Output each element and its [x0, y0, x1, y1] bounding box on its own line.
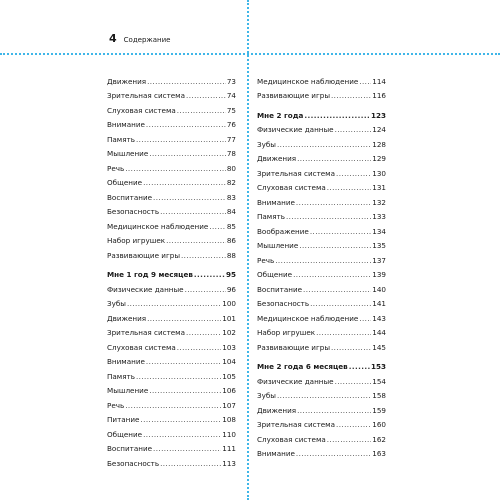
toc-entry-page: 85: [226, 221, 236, 231]
dot-leader: [316, 329, 371, 337]
dot-leader: [303, 286, 371, 294]
toc-entry-title: Мне 2 года 6 месяцев: [257, 362, 348, 371]
toc-entry-title: Зубы: [107, 299, 126, 308]
toc-entry-page: 144: [372, 328, 386, 337]
toc-entry[interactable]: [107, 323, 236, 338]
toc-entry-page: 95: [225, 270, 236, 279]
toc-entry-title: Мне 1 год 9 месяцев: [107, 270, 193, 279]
dot-leader: [149, 150, 226, 158]
toc-entry-page: 162: [372, 434, 386, 444]
dot-leader: [181, 252, 226, 260]
dot-leader: [143, 431, 221, 439]
toc-entry-page: 82: [226, 178, 236, 187]
toc-entry-title: Развивающие игры: [107, 250, 180, 260]
dot-leader: [136, 136, 226, 144]
toc-entry-title: Мышление: [107, 149, 149, 158]
toc-entry-title: Внимание: [257, 449, 295, 458]
toc-entry-title: Слуховая система: [107, 342, 176, 352]
toc-entry-title: Память: [257, 212, 285, 221]
dot-leader: [143, 179, 226, 187]
dot-leader: [297, 155, 371, 163]
toc-entry[interactable]: [107, 202, 236, 217]
toc-section-heading[interactable]: [257, 105, 386, 120]
toc-entry-title: Физические данные: [257, 376, 334, 386]
dot-leader: [335, 126, 372, 134]
toc-entry-title: Движения: [257, 154, 297, 163]
dot-leader: [327, 184, 372, 192]
dot-leader: [186, 329, 221, 337]
dot-leader: [286, 213, 371, 221]
toc-entry[interactable]: [257, 163, 386, 178]
toc-entry-page: 143: [372, 313, 386, 323]
toc-entry-title: Набор игрушек: [107, 236, 166, 245]
toc-entry[interactable]: [257, 444, 386, 459]
toc-entry-page: 135: [372, 241, 386, 250]
toc-entry-title: Безопасность: [107, 458, 160, 468]
dot-leader: [147, 315, 221, 323]
toc-entry-title: Внимание: [257, 197, 295, 207]
toc-entry-page: 124: [372, 125, 386, 134]
toc-entry[interactable]: [257, 178, 386, 193]
toc-entry-page: 105: [222, 371, 236, 381]
toc-entry-title: Физические данные: [107, 284, 184, 294]
dot-leader: [146, 121, 226, 129]
toc-entry[interactable]: [107, 129, 236, 144]
toc-entry[interactable]: [107, 424, 236, 439]
dot-leader: [209, 223, 226, 231]
dot-leader: [310, 300, 371, 308]
running-head: [109, 32, 170, 45]
toc-entry[interactable]: [107, 144, 236, 159]
toc-entry-page: 128: [372, 139, 386, 149]
toc-entry-page: 103: [222, 342, 236, 352]
dot-leader: [293, 271, 371, 279]
toc-entry-title: Слуховая система: [257, 434, 326, 444]
toc-entry-title: Развивающие игры: [257, 91, 330, 100]
dot-leader: [177, 107, 226, 115]
toc-entry-title: Зрительная система: [107, 91, 186, 100]
dot-leader: [140, 416, 221, 424]
toc-entry[interactable]: [257, 279, 386, 294]
toc-entry-page: 153: [370, 362, 386, 371]
dot-leader: [349, 363, 370, 371]
dot-leader: [335, 378, 372, 386]
toc-entry-title: Зубы: [257, 391, 276, 400]
toc-entry-page: 96: [226, 284, 236, 294]
toc-entry-page: 141: [372, 299, 386, 308]
toc-entry-page: 73: [226, 76, 236, 86]
toc-entry-title: Мне 2 года: [257, 110, 304, 120]
toc-entry-title: Медицинское наблюдение: [257, 313, 359, 323]
toc-entry-page: 134: [372, 226, 386, 236]
dot-leader: [331, 92, 371, 100]
dot-leader: [160, 208, 226, 216]
toc-entry[interactable]: [107, 381, 236, 396]
fold-guide-horizontal: [0, 53, 500, 55]
toc-entry[interactable]: [257, 308, 386, 323]
toc-entry-page: 159: [372, 405, 386, 415]
toc-entry-title: Общение: [107, 178, 143, 187]
toc-entry-title: Питание: [107, 415, 140, 424]
toc-entry-page: 88: [226, 250, 236, 260]
toc-entry[interactable]: [107, 187, 236, 202]
toc-entry-page: 145: [372, 342, 386, 352]
toc-entry-title: Воображение: [257, 226, 309, 236]
toc-entry-title: Движения: [257, 405, 297, 415]
toc-entry[interactable]: [257, 134, 386, 149]
toc-entry-page: 131: [372, 183, 386, 192]
dot-leader: [277, 392, 371, 400]
toc-entry[interactable]: [257, 371, 386, 386]
toc-entry-page: 132: [372, 197, 386, 207]
toc-entry-page: 80: [226, 163, 236, 173]
dot-leader: [310, 228, 371, 236]
toc-entry-title: Воспитание: [107, 192, 153, 202]
dot-leader: [153, 445, 221, 453]
toc-entry-page: 130: [372, 168, 386, 178]
toc-entry-title: Зубы: [257, 139, 276, 149]
toc-entry[interactable]: [257, 236, 386, 251]
toc-entry[interactable]: [257, 415, 386, 430]
toc-section-heading[interactable]: [257, 357, 386, 372]
dot-leader: [136, 373, 221, 381]
toc-entry[interactable]: [257, 149, 386, 164]
fold-guide-vertical: [247, 0, 249, 500]
toc-entry[interactable]: [107, 71, 236, 86]
dot-leader: [125, 165, 226, 173]
toc-entry-page: 111: [222, 444, 236, 453]
toc-entry[interactable]: [107, 173, 236, 188]
dot-leader: [359, 78, 371, 86]
toc-entry-title: Память: [107, 134, 135, 144]
dot-leader: [125, 402, 221, 410]
toc-entry[interactable]: [107, 395, 236, 410]
toc-entry[interactable]: [257, 429, 386, 444]
toc-entry-page: 113: [222, 458, 236, 468]
dot-leader: [166, 237, 226, 245]
dot-leader: [275, 257, 371, 265]
toc-entry[interactable]: [257, 265, 386, 280]
toc-entry-title: Память: [107, 371, 135, 381]
toc-entry-page: 77: [226, 134, 236, 144]
dot-leader: [127, 300, 221, 308]
toc-entry-page: 163: [372, 449, 386, 458]
toc-entry-title: Зрительная система: [257, 168, 336, 178]
toc-entry[interactable]: [257, 250, 386, 265]
dot-leader: [147, 78, 226, 86]
dot-leader: [185, 286, 226, 294]
toc-entry-page: 76: [226, 120, 236, 129]
toc-entry-page: 139: [372, 270, 386, 279]
toc-entry-title: Мышление: [257, 241, 299, 250]
toc-entry-page: 102: [222, 328, 236, 337]
toc-entry-page: 160: [372, 420, 386, 429]
toc-right-column: [257, 71, 386, 458]
toc-entry[interactable]: [107, 308, 236, 323]
toc-entry[interactable]: [257, 337, 386, 352]
toc-entry-title: Внимание: [107, 357, 145, 366]
toc-entry-page: 154: [372, 376, 386, 386]
toc-entry-page: 110: [222, 429, 236, 439]
toc-entry-page: 86: [226, 236, 236, 245]
toc-entry-page: 78: [226, 149, 236, 158]
toc-section-heading[interactable]: [107, 265, 236, 280]
toc-entry-title: Физические данные: [257, 125, 334, 134]
toc-entry-title: Воспитание: [107, 444, 153, 453]
toc-entry-title: Речь: [257, 255, 275, 265]
toc-entry-title: Безопасность: [257, 299, 310, 308]
dot-leader: [297, 407, 371, 415]
toc-entry[interactable]: [257, 192, 386, 207]
toc-entry-title: Безопасность: [107, 207, 160, 216]
dot-leader: [336, 421, 371, 429]
toc-entry[interactable]: [257, 294, 386, 309]
toc-entry-title: Воспитание: [257, 284, 303, 294]
toc-entry-title: Общение: [257, 270, 293, 279]
toc-entry[interactable]: [107, 86, 236, 101]
dot-leader: [359, 315, 371, 323]
toc-entry-title: Зрительная система: [257, 420, 336, 429]
toc-entry-page: 116: [372, 91, 386, 100]
toc-entry-page: 106: [222, 386, 236, 395]
toc-entry-title: Развивающие игры: [257, 342, 330, 352]
dot-leader: [336, 170, 371, 178]
toc-entry[interactable]: [107, 158, 236, 173]
toc-entry-page: 75: [226, 105, 236, 115]
toc-entry-title: Речь: [107, 163, 125, 173]
toc-entry-page: 100: [222, 299, 236, 308]
toc-entry-page: 104: [222, 357, 236, 366]
toc-entry-title: Общение: [107, 429, 143, 439]
toc-entry[interactable]: [257, 221, 386, 236]
dot-leader: [186, 92, 226, 100]
toc-entry-page: 84: [226, 207, 236, 216]
toc-entry[interactable]: [107, 439, 236, 454]
dot-leader: [153, 194, 226, 202]
toc-entry[interactable]: [107, 294, 236, 309]
toc-entry-title: Движения: [107, 313, 147, 323]
toc-entry-page: 74: [226, 91, 236, 100]
page-number: 4: [109, 32, 117, 45]
toc-entry-title: Набор игрушек: [257, 328, 316, 337]
toc-entry-page: 158: [372, 391, 386, 400]
toc-entry[interactable]: [107, 352, 236, 367]
toc-entry-page: 123: [370, 110, 386, 120]
dot-leader: [327, 436, 372, 444]
toc-entry[interactable]: [107, 453, 236, 468]
dot-leader: [304, 112, 370, 120]
toc-entry-title: Внимание: [107, 120, 145, 129]
toc-entry[interactable]: [257, 386, 386, 401]
toc-entry-page: 107: [222, 400, 236, 410]
toc-entry[interactable]: [107, 337, 236, 352]
toc-entry[interactable]: [107, 366, 236, 381]
toc-entry-title: Движения: [107, 76, 147, 86]
dot-leader: [331, 344, 371, 352]
toc-entry-page: 101: [222, 313, 236, 323]
toc-entry-title: Зрительная система: [107, 328, 186, 337]
toc-entry[interactable]: [257, 120, 386, 135]
dot-leader: [277, 141, 371, 149]
toc-entry[interactable]: [257, 400, 386, 415]
toc-entry[interactable]: [107, 231, 236, 246]
toc-entry-page: 83: [226, 192, 236, 202]
toc-entry[interactable]: [257, 207, 386, 222]
toc-entry[interactable]: [257, 86, 386, 101]
toc-entry-page: 133: [372, 212, 386, 221]
dot-leader: [160, 460, 221, 468]
toc-entry[interactable]: [107, 279, 236, 294]
toc-entry[interactable]: [107, 410, 236, 425]
dot-leader: [296, 199, 371, 207]
toc-entry-page: 129: [372, 154, 386, 163]
toc-entry-title: Медицинское наблюдение: [257, 76, 359, 86]
toc-entry[interactable]: [257, 323, 386, 338]
toc-entry-page: 114: [372, 76, 386, 86]
toc-entry-title: Слуховая система: [107, 105, 176, 115]
toc-entry[interactable]: [107, 216, 236, 231]
toc-entry[interactable]: [107, 100, 236, 115]
toc-entry-title: Слуховая система: [257, 183, 326, 192]
toc-entry[interactable]: [107, 115, 236, 130]
dot-leader: [149, 387, 221, 395]
toc-entry[interactable]: [107, 245, 236, 260]
toc-entry-page: 108: [222, 415, 236, 424]
dot-leader: [146, 358, 221, 366]
toc-entry-page: 137: [372, 255, 386, 265]
dot-leader: [299, 242, 371, 250]
toc-left-column: [107, 71, 236, 468]
toc-entry-page: 140: [372, 284, 386, 294]
dot-leader: [296, 450, 371, 458]
running-head-title: Содержание: [123, 36, 171, 44]
toc-entry[interactable]: [257, 71, 386, 86]
dot-leader: [177, 344, 222, 352]
toc-entry-title: Речь: [107, 400, 125, 410]
toc-entry-title: Мышление: [107, 386, 149, 395]
toc-entry-title: Медицинское наблюдение: [107, 221, 209, 231]
dot-leader: [194, 271, 225, 279]
